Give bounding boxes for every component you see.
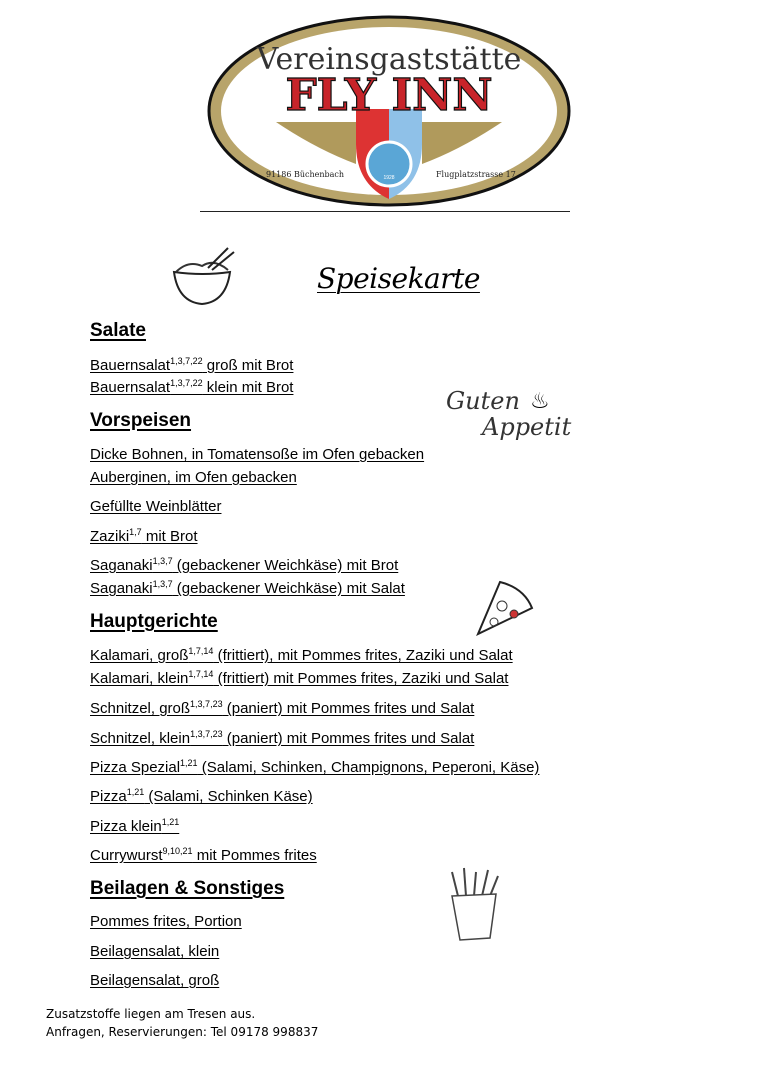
- section-heading-hauptgerichte: Hauptgerichte: [90, 611, 218, 632]
- pizza-slice-icon: [470, 578, 536, 638]
- menu-item: Dicke Bohnen, in Tomatensoße im Ofen gebacken: [90, 446, 425, 463]
- menu-item: Bauernsalat$^{1,3,7,22}$ klein mit Brot: [90, 378, 294, 396]
- page-title: Speisekarte: [317, 262, 480, 295]
- menu-item: Kalamari, klein$^{1,7,14}$ (frittiert) mit Pommes frites, Zaziki und Salat: [90, 669, 509, 687]
- chef-hat-icon: ♨: [530, 388, 550, 413]
- svg-text:Flugplatzstrasse 17: Flugplatzstrasse 17: [436, 170, 516, 179]
- french-fries-icon: [444, 866, 504, 942]
- menu-item: Kalamari, groß$^{1,7,14}$ (frittiert), mit Pommes frites, Zaziki und Salat: [90, 646, 513, 664]
- menu-item: Pizza klein$^{1,21}$: [90, 817, 180, 835]
- svg-text:Vereinsgaststätte: Vereinsgaststätte: [256, 42, 522, 77]
- menu-item: Auberginen, im Ofen gebacken: [90, 469, 297, 486]
- menu-item: Zaziki$^{1,7}$ mit Brot: [90, 527, 198, 545]
- appetit-text: Appetit: [482, 413, 572, 441]
- guten-text: Guten: [446, 387, 520, 415]
- fly-inn-logo: [206, 14, 572, 208]
- menu-item: Beilagensalat, klein: [90, 943, 220, 960]
- svg-text:1928: 1928: [383, 175, 395, 181]
- footer-additives-note: Zusatzstoffe liegen am Tresen aus.: [46, 1007, 256, 1021]
- menu-item: Pizza Spezial$^{1,21}$ (Salami, Schinken, Champignons, Peperoni, Käse): [90, 758, 540, 776]
- svg-text:FLY INN: FLY INN: [285, 70, 493, 121]
- header-divider: [200, 211, 570, 212]
- guten-appetit-decoration: [446, 388, 571, 440]
- footer-contact: Anfragen, Reservierungen: Tel 09178 998837: [46, 1025, 319, 1039]
- section-heading-salate: Salate: [90, 320, 146, 341]
- menu-item: Saganaki$^{1,3,7}$ (gebackener Weichkäse) mit Brot: [90, 556, 399, 574]
- svg-text:91186 Büchenbach: 91186 Büchenbach: [266, 170, 345, 179]
- menu-item: Pizza$^{1,21}$ (Salami, Schinken Käse): [90, 787, 313, 805]
- menu-item: Schnitzel, klein$^{1,3,7,23}$ (paniert) mit Pommes frites und Salat: [90, 729, 475, 747]
- menu-item: Beilagensalat, groß: [90, 972, 220, 989]
- menu-item: Currywurst$^{9,10,21}$ mit Pommes frites: [90, 846, 317, 864]
- menu-item: Pommes frites, Portion: [90, 913, 242, 930]
- salad-bowl-icon: [168, 244, 238, 308]
- menu-item: Schnitzel, groß$^{1,3,7,23}$ (paniert) mit Pommes frites und Salat: [90, 699, 475, 717]
- section-heading-vorspeisen: Vorspeisen: [90, 410, 192, 431]
- menu-item: Gefüllte Weinblätter: [90, 498, 222, 515]
- section-heading-beilagen: Beilagen & Sonstiges: [90, 878, 285, 899]
- menu-item: Bauernsalat$^{1,3,7,22}$ groß mit Brot: [90, 356, 294, 374]
- menu-item: Saganaki$^{1,3,7}$ (gebackener Weichkäse) mit Salat: [90, 579, 405, 597]
